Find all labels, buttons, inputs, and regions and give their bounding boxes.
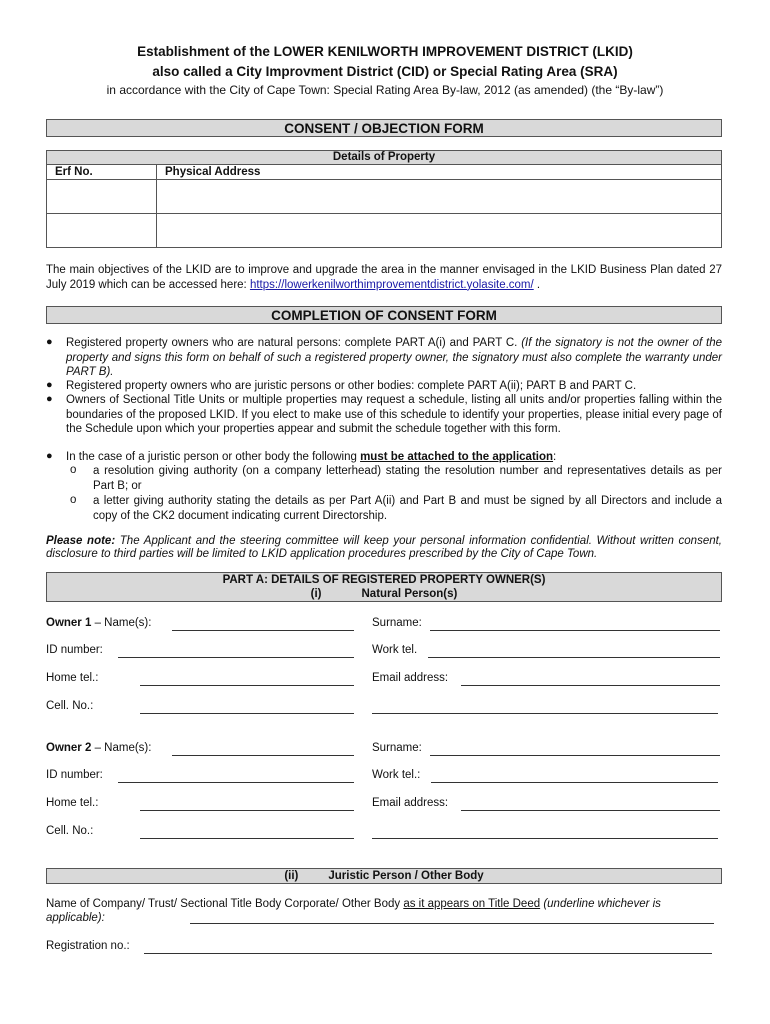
owner1-work-tel-label: Work tel. [372, 644, 418, 656]
form-title-line-1: Establishment of the LOWER KENILWORTH IMPROVEMENT DISTRICT (LKID) [137, 44, 633, 59]
instruction-underline: must be attached to the application [360, 451, 554, 463]
instruction-attachments [66, 450, 722, 465]
owner2-names-label [46, 742, 151, 754]
owner1-work-tel-field[interactable] [428, 657, 720, 658]
bullet-icon: ● [46, 336, 53, 348]
erf-no-field-2[interactable] [47, 214, 157, 248]
erf-no-field-1[interactable] [47, 180, 157, 214]
juristic-person-heading [46, 868, 722, 884]
company-name-field[interactable] [190, 923, 714, 924]
note-label: Please note: [46, 535, 116, 547]
owner2-cell-field[interactable] [140, 838, 354, 839]
sub-bullet-icon: o [70, 464, 77, 476]
property-details-header: Details of Property [47, 151, 722, 165]
owner1-names-label [46, 617, 151, 629]
owner1-id-label: ID number: [46, 644, 103, 656]
physical-address-field-1[interactable] [157, 180, 722, 214]
owner-label: Owner 2 [46, 742, 92, 754]
instruction-text: Registered property owners who are natural persons: complete PART A(i) and PART C. [66, 337, 522, 349]
owner2-cell-label: Cell. No.: [46, 825, 94, 837]
subsection-number: (i) [310, 588, 322, 600]
objectives-text: The main objectives of the LKID are to improve and upgrade the area in the manner envisaged in the LKID Business Plan dated 27 July 2019 which can be accessed here: [46, 264, 722, 291]
company-label-text: Name of Company/ Trust/ Sectional Title Body Corporate/ Other Body [46, 898, 404, 910]
registration-no-label: Registration no.: [46, 940, 130, 952]
instruction-text: In the case of a juristic person or other body the following [66, 451, 361, 463]
owner2-work-tel-label: Work tel.: [372, 769, 421, 781]
owner2-surname-label: Surname: [372, 742, 422, 754]
company-label-underline: as it appears on Title Deed [403, 898, 541, 910]
objectives-end: . [533, 278, 541, 291]
owner2-work-tel-field[interactable] [431, 782, 718, 783]
bullet-icon: ● [46, 379, 53, 391]
owner1-cell-field[interactable] [140, 713, 354, 714]
names-label: – Name(s): [91, 617, 152, 629]
owner2-id-label: ID number: [46, 769, 103, 781]
completion-heading: COMPLETION OF CONSENT FORM [46, 306, 722, 324]
form-title-line-2: also called a City Improvment District (CID) or Special Rating Area (SRA) [152, 64, 618, 79]
company-name-label [46, 897, 722, 925]
form-title-line-3: in accordance with the City of Cape Town: Special Rating Area By-law, 2012 (as amended) (the “By-law”) [106, 83, 664, 97]
physical-address-field-2[interactable] [157, 214, 722, 248]
owner1-email-field[interactable] [461, 685, 720, 686]
owner1-names-field[interactable] [172, 630, 354, 631]
bullet-icon: ● [46, 393, 53, 405]
subsection-title: Natural Person(s) [361, 588, 458, 600]
owner2-id-field[interactable] [118, 782, 354, 783]
owner2-email-field[interactable] [461, 810, 720, 811]
business-plan-link[interactable]: https://lowerkenilworthimprovementdistrict.yolasite.com/ [249, 278, 534, 291]
owner1-surname-field[interactable] [430, 630, 720, 631]
attachment-resolution: a resolution giving authority (on a company letterhead) stating the resolution number and representatives details as per Part B; or [93, 465, 722, 492]
registration-no-field[interactable] [144, 953, 712, 954]
company-label-italic: (underline whichever is applicable): [46, 898, 661, 924]
owner2-home-tel-label: Home tel.: [46, 797, 99, 809]
instruction-sectional-title: Owners of Sectional Title Units or multiple properties may request a schedule, listing all units and/or properties falling within the boundaries of the proposed LKID. If you elect to make use of this schedule to identify your properties, please initial every page of the Schedule upon which your properties appear and submit the schedule together with this form. [66, 394, 722, 435]
owner2-extra-field[interactable] [372, 838, 718, 839]
bullet-icon: ● [46, 450, 53, 462]
confidentiality-note [46, 535, 722, 561]
owner2-email-label: Email address: [372, 797, 449, 809]
owner-label: Owner 1 [46, 617, 92, 629]
instruction-colon: : [553, 451, 557, 463]
part-a-title: PART A: DETAILS OF REGISTERED PROPERTY OWNER(S) [222, 574, 546, 586]
subsection-title: Juristic Person / Other Body [328, 870, 484, 882]
instruction-juristic-persons: Registered property owners who are juristic persons or other bodies: complete PART A(ii); PART B and PART C. [66, 380, 637, 392]
owner1-cell-label: Cell. No.: [46, 700, 94, 712]
physical-address-header: Physical Address [157, 165, 722, 180]
property-details-table [46, 150, 722, 248]
owner1-id-field[interactable] [118, 657, 354, 658]
owner2-home-tel-field[interactable] [140, 810, 354, 811]
owner1-surname-label: Surname: [372, 617, 422, 629]
owner1-home-tel-label: Home tel.: [46, 672, 99, 684]
subsection-number: (ii) [284, 870, 299, 882]
natural-persons-subtitle [47, 587, 721, 601]
instruction-natural-persons [66, 336, 722, 380]
names-label: – Name(s): [91, 742, 152, 754]
owner2-surname-field[interactable] [430, 755, 720, 756]
owner1-extra-field[interactable] [372, 713, 718, 714]
erf-no-header: Erf No. [47, 165, 157, 180]
part-a-heading [46, 572, 722, 602]
attachment-letter: a letter giving authority stating the details as per Part A(ii) and Part B and must be signed by all Directors and include a copy of the CK2 document indicating current Directorship. [93, 495, 722, 522]
consent-objection-heading: CONSENT / OBJECTION FORM [46, 119, 722, 137]
owner1-home-tel-field[interactable] [140, 685, 354, 686]
sub-bullet-icon: o [70, 494, 77, 506]
owner1-email-label: Email address: [372, 672, 449, 684]
note-text: The Applicant and the steering committee will keep your personal information confidential. Without written consent, disclosure to third parties will be limited to LKID application procedures prescribed by the City of Cape Town. [46, 535, 723, 560]
owner2-names-field[interactable] [172, 755, 354, 756]
objectives-paragraph [46, 263, 722, 292]
instruction-italic: (If the signatory is not the owner of the property and signs this form on behalf of such a registered property owner, the signatory must also complete the warranty under PART B). [66, 337, 722, 378]
